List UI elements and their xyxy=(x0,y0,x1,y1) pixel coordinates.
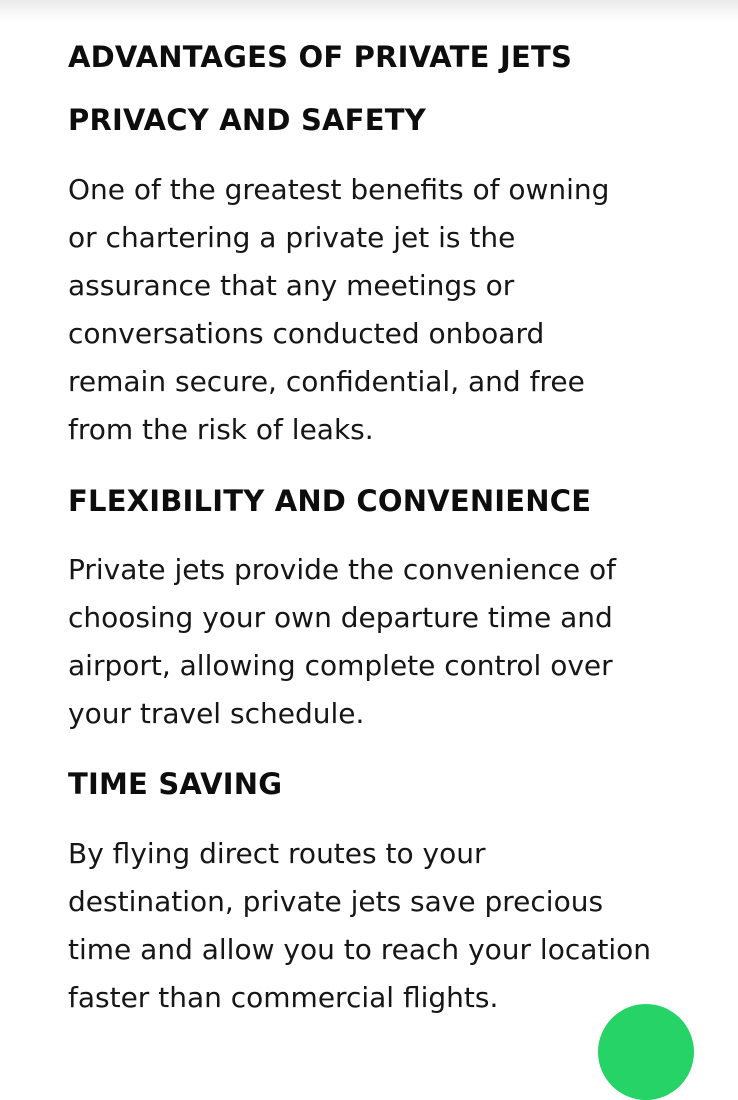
section-text-flexibility xyxy=(68,546,708,738)
paragraph-line: or chartering a private jet is the xyxy=(68,221,516,254)
paragraph-line: faster than commercial flights. xyxy=(68,981,499,1014)
paragraph-line: destination, private jets save precious xyxy=(68,885,604,918)
paragraph-line: time and allow you to reach your location xyxy=(68,933,652,966)
article-title: ADVANTAGES OF PRIVATE JETS xyxy=(68,40,573,74)
chat-button[interactable] xyxy=(598,1004,694,1100)
paragraph-line: your travel schedule. xyxy=(68,697,365,730)
section-heading-privacy: PRIVACY AND SAFETY xyxy=(68,103,426,137)
paragraph-line: from the risk of leaks. xyxy=(68,413,374,446)
section-text-time-saving xyxy=(68,830,708,1022)
paragraph-line: By flying direct routes to your xyxy=(68,837,486,870)
section-heading-flexibility: FLEXIBILITY AND CONVENIENCE xyxy=(68,484,592,518)
paragraph-line: Private jets provide the convenience of xyxy=(68,553,616,586)
top-shadow xyxy=(0,0,738,22)
paragraph-line: remain secure, confidential, and free xyxy=(68,365,585,398)
section-heading-time-saving: TIME SAVING xyxy=(68,767,283,801)
paragraph-line: choosing your own departure time and xyxy=(68,601,613,634)
section-text-privacy xyxy=(68,166,708,454)
paragraph-line: airport, allowing complete control over xyxy=(68,649,613,682)
paragraph-line: One of the greatest benefits of owning xyxy=(68,173,610,206)
paragraph-line: conversations conducted onboard xyxy=(68,317,545,350)
paragraph-line: assurance that any meetings or xyxy=(68,269,515,302)
